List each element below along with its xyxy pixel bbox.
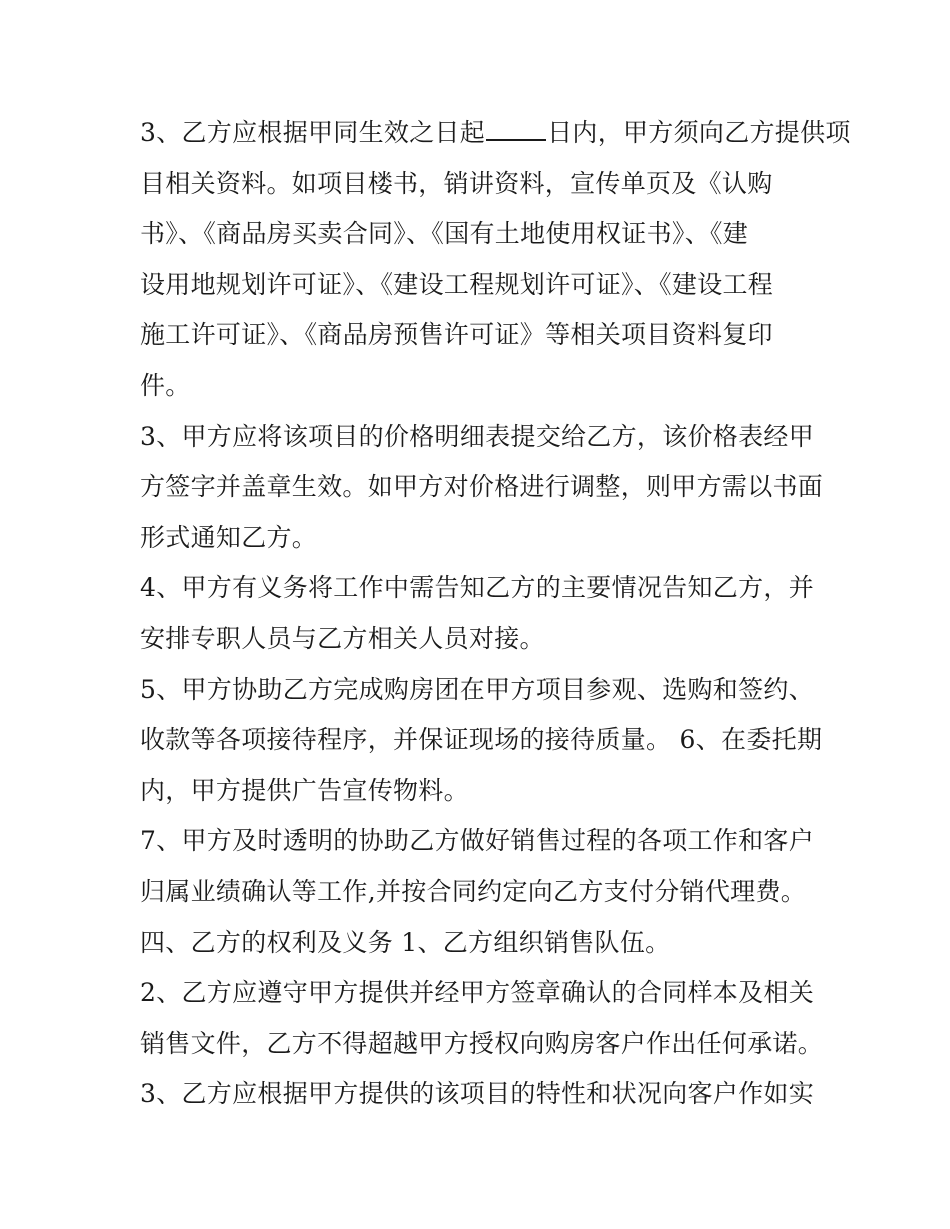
text-line <box>140 108 851 159</box>
text-line: 方签字并盖章生效。如甲方对价格进行调整，则甲方需以书面 <box>140 472 824 502</box>
text-line: 形式通知乙方。 <box>140 522 318 552</box>
text-segment: 日内，甲方须向乙方提供项 <box>547 118 851 147</box>
paragraph-party-b-clause-2 <box>140 968 824 1069</box>
paragraph-clause-3b <box>140 412 824 564</box>
text-line: 安排专职人员与乙方相关人员对接。 <box>140 623 545 653</box>
text-line: 内，甲方提供广告宣传物料。 <box>140 775 469 805</box>
text-line: 件。 <box>140 370 191 400</box>
text-line: 5、甲方协助乙方完成购房团在甲方项目参观、选购和签约、 <box>140 674 815 704</box>
document-body <box>140 108 851 1120</box>
text-segment: 3、乙方应根据甲同生效之日起 <box>140 118 486 147</box>
paragraph-clause-4 <box>140 563 820 664</box>
text-line: 4、甲方有义务将工作中需告知乙方的主要情况告知乙方，并 <box>140 573 815 603</box>
section-heading-party-b <box>140 918 820 969</box>
text-line: 归属业绩确认等工作,并按合同约定向乙方支付分销代理费。 <box>140 876 807 906</box>
text-line: 3、乙方应根据甲方提供的该项目的特性和状况向客户作如实 <box>140 1079 815 1109</box>
text-line: 收款等各项接待程序，并保证现场的接待质量。 6、在委托期 <box>140 725 823 755</box>
paragraph-clause-7 <box>140 816 820 917</box>
text-line: 销售文件，乙方不得超越甲方授权向购房客户作出任何承诺。 <box>140 1028 824 1058</box>
text-line: 书》、《商品房买卖合同》、《国有土地使用权证书》、《建 <box>140 219 749 249</box>
text-line: 施工许可证》、《商品房预售许可证》等相关项目资料复印 <box>140 320 773 350</box>
text-line: 目相关资料。如项目楼书，销讲资料，宣传单页及《认购 <box>140 168 773 198</box>
text-line: 3、甲方应将该项目的价格明细表提交给乙方，该价格表经甲 <box>140 421 815 451</box>
paragraph-clause-3a <box>140 108 851 412</box>
text-line: 设用地规划许可证》、《建设工程规划许可证》、《建设工程 <box>140 269 774 299</box>
text-line: 7、甲方及时透明的协助乙方做好销售过程的各项工作和客户 <box>140 826 815 856</box>
text-line: 2、乙方应遵守甲方提供并经甲方签章确认的合同样本及相关 <box>140 978 815 1008</box>
paragraph-party-b-clause-3 <box>140 1069 820 1120</box>
fill-in-blank <box>486 117 546 141</box>
text-line: 四、乙方的权利及义务 1、乙方组织销售队伍。 <box>140 927 671 957</box>
paragraph-clause-5-6 <box>140 665 823 817</box>
